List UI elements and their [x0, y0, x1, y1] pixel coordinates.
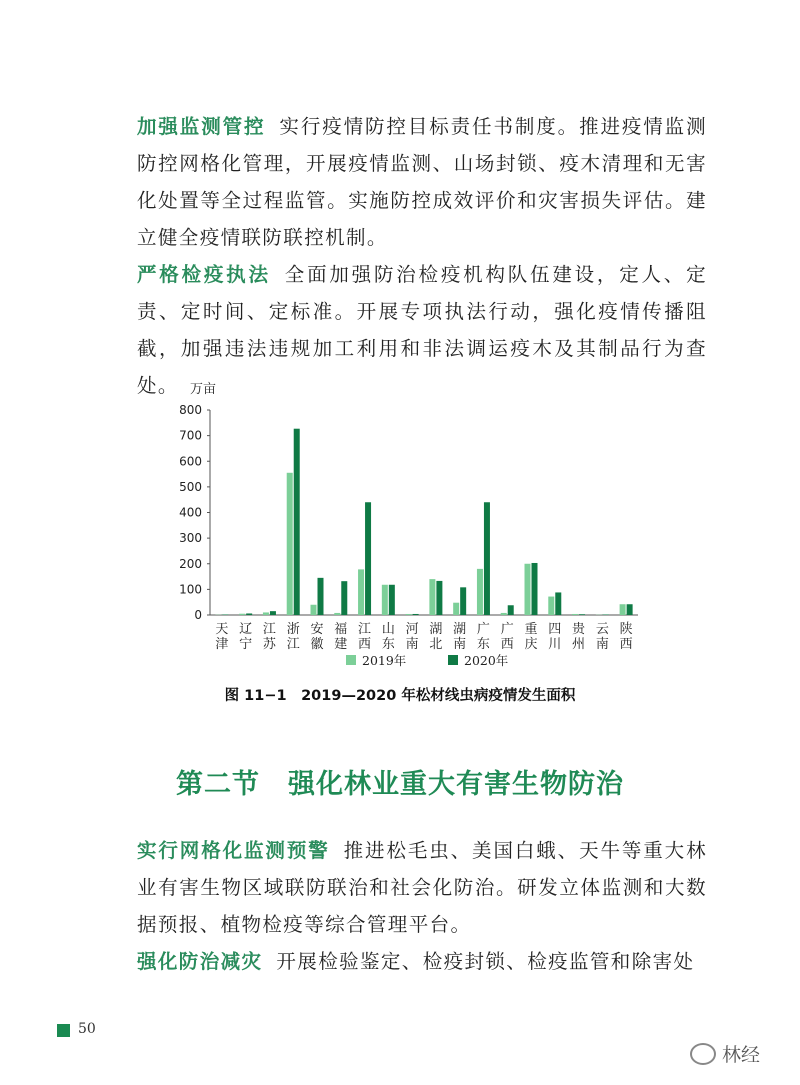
x-category-label: 山: [381, 622, 395, 637]
bar-2019: [311, 605, 317, 615]
paragraph-lead: 实行网格化监测预警: [137, 839, 330, 862]
figure-caption: 图 11−1 2019—2020 年松材线虫病疫情发生面积: [224, 688, 576, 704]
paragraph-text: 实行疫情防控目标责任书制度。推进疫情监测防控网格化管理，开展疫情监测、山场封锁、疫木清理和无害化处置等全过程监管。实施防控成效评价和灾害损失评估。建立健全疫情联防联控机制。: [137, 115, 707, 249]
x-category-label: 湖: [429, 622, 443, 637]
bar-2020: [460, 587, 466, 615]
bar-2020: [532, 563, 538, 615]
bar-2019: [358, 569, 364, 615]
bar-2020: [484, 502, 490, 615]
legend-label-2020: 2020年: [464, 653, 509, 668]
bar-2019: [453, 603, 459, 615]
bar-2020: [413, 614, 419, 615]
paragraph-lead: 严格检疫执法: [137, 263, 271, 286]
bar-2019: [429, 579, 435, 615]
pine-wilt-bar-chart: [170, 375, 650, 680]
x-category-label: 浙: [286, 622, 300, 637]
y-tick-label: 100: [179, 582, 202, 597]
paragraph-monitoring: [137, 108, 707, 256]
bar-2019: [620, 604, 626, 615]
x-category-label: 广: [476, 622, 490, 637]
x-category-label: 徽: [310, 637, 324, 652]
x-category-label: 湖: [453, 622, 467, 637]
y-tick-label: 600: [179, 454, 202, 469]
y-tick-label: 300: [179, 531, 202, 546]
paragraph-disaster-reduction: [137, 943, 707, 980]
y-tick-label: 800: [179, 403, 202, 417]
y-tick-label: 0: [194, 608, 202, 622]
bar-2020: [270, 611, 276, 615]
x-category-label: 江: [286, 637, 300, 652]
legend-swatch-2019: [346, 655, 356, 665]
y-tick-label: 500: [179, 479, 202, 494]
x-category-label: 西: [619, 637, 633, 652]
page-marker-square: [57, 1024, 70, 1037]
wechat-icon: [690, 1043, 716, 1065]
x-category-label: 江: [358, 622, 372, 637]
x-category-label: 西: [358, 637, 372, 652]
section-title: 第二节 强化林业重大有害生物防治: [176, 769, 624, 800]
x-category-label: 陕: [619, 622, 633, 637]
paragraph-grid-warning: [137, 832, 707, 943]
x-category-label: 江: [262, 622, 276, 637]
bar-2020: [365, 502, 371, 615]
bar-2020: [627, 604, 633, 615]
bar-2019: [548, 597, 554, 615]
bar-2020: [555, 592, 561, 615]
bar-2019: [239, 614, 245, 615]
bar-2019: [287, 473, 293, 615]
bar-2020: [318, 578, 324, 615]
x-category-label: 辽: [239, 622, 253, 637]
bar-2019: [572, 614, 578, 615]
x-category-label: 天: [215, 622, 229, 637]
bar-2019: [382, 585, 388, 615]
bar-2020: [246, 613, 252, 615]
y-tick-label: 700: [179, 428, 202, 443]
x-category-label: 津: [215, 637, 229, 652]
legend-swatch-2020: [448, 655, 458, 665]
bar-2020: [294, 429, 300, 615]
bar-2020: [579, 614, 585, 615]
x-category-label: 云: [595, 622, 609, 637]
bar-2019: [334, 613, 340, 615]
x-category-label: 南: [405, 637, 419, 652]
bar-2019: [525, 564, 531, 615]
x-category-label: 州: [572, 637, 586, 652]
x-category-label: 建: [334, 637, 348, 652]
x-category-label: 安: [310, 622, 324, 637]
bar-2019: [263, 612, 269, 615]
x-category-label: 广: [500, 622, 514, 637]
x-category-label: 宁: [239, 637, 253, 652]
x-category-label: 苏: [262, 637, 276, 652]
watermark: [690, 1040, 760, 1067]
paragraph-lead: 强化防治减灾: [137, 950, 263, 973]
x-category-label: 庆: [524, 637, 538, 652]
x-category-label: 东: [476, 637, 490, 652]
x-category-label: 南: [453, 637, 467, 652]
bar-2020: [508, 605, 514, 615]
x-category-label: 北: [429, 637, 443, 652]
paragraph-text: 推进松毛虫、美国白蛾、天牛等重大林业有害生物区域联防联治和社会化防治。研发立体监测和大数据预报、植物检疫等综合管理平台。: [137, 839, 707, 936]
bar-2020: [341, 581, 347, 615]
watermark-text: 林经: [722, 1044, 761, 1066]
bar-2019: [477, 569, 483, 615]
paragraph-text: 开展检验鉴定、检疫封锁、检疫监管和除害处: [276, 950, 695, 973]
y-tick-label: 400: [179, 505, 202, 520]
y-tick-label: 200: [179, 556, 202, 571]
x-category-label: 福: [334, 622, 348, 637]
bar-2019: [501, 613, 507, 615]
bar-2019: [406, 614, 412, 615]
bar-2020: [222, 614, 228, 615]
bar-2020: [436, 581, 442, 615]
paragraph-text: 全面加强防治检疫机构队伍建设，定人、定责、定时间、定标准。开展专项执法行动，强化疫情传播阻截，加强违法违规加工利用和非法调运疫木及其制品行为查处。: [137, 263, 707, 397]
legend-label-2019: 2019年: [362, 653, 407, 668]
x-category-label: 四: [548, 622, 562, 637]
bar-2020: [603, 614, 609, 615]
paragraph-lead: 加强监测管控: [137, 115, 266, 138]
y-axis-unit-label: 万亩: [190, 382, 217, 397]
x-category-label: 川: [548, 637, 562, 652]
page-number: 50: [78, 1021, 96, 1037]
x-category-label: 重: [524, 622, 538, 637]
x-category-label: 西: [500, 637, 514, 652]
x-category-label: 南: [595, 637, 609, 652]
x-category-label: 河: [405, 622, 419, 637]
x-category-label: 贵: [572, 622, 586, 637]
bar-2020: [389, 585, 395, 615]
x-category-label: 东: [381, 637, 395, 652]
